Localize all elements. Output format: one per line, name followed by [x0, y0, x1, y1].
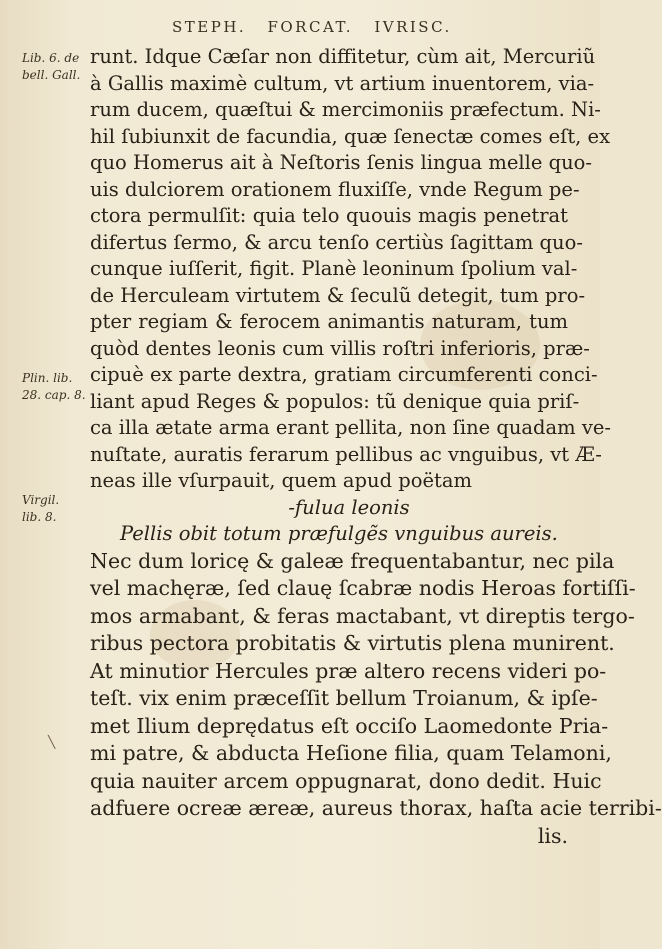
- text-line: met Ilium deprędatus eſt occiſo Laomedonte Pria-: [90, 713, 609, 738]
- text-line: mi patre, & abducta Heſione filia, quam Telamoni,: [90, 741, 612, 765]
- text-line: quòd dentes leonis cum villis roſtri inferioris, præ-: [90, 336, 590, 360]
- text-line: neas ille vſurpauit, quem apud poëtam: [90, 469, 472, 492]
- text-line: difertus ſermo, & arcu tenſo certiùs ſagittam quo-: [90, 230, 583, 254]
- text-line: lis.: [537, 823, 568, 848]
- text-line: Nec dum loricę & galeæ frequentabantur, nec pila: [90, 548, 615, 573]
- verse-line: -fulua leonis: [288, 495, 410, 519]
- text-line: de Herculeam virtutem & ſeculũ detegit, tum pro-: [90, 283, 586, 307]
- text-line: At minutior Hercules præ altero recens videri po-: [90, 658, 607, 683]
- text-line: cunque iuſſerit, figit. Planè leoninum ſpolium val-: [90, 257, 578, 280]
- text-line: quia nauiter arcem oppugnarat, dono dedit. Huic: [90, 768, 602, 793]
- verse-line: Pellis obit totum præfulgẽs vnguibus aureis.: [120, 522, 558, 545]
- text-line: teſt. vix enim præceſſit bellum Troianum, & ipſe-: [90, 686, 598, 710]
- header-part: IVRISC.: [374, 18, 452, 36]
- text-line: nuſtate, auratis ferarum pellibus ac vnguibus, vt Æ-: [90, 442, 602, 466]
- text-line: cipuè ex parte dextra, gratiam circumferenti conci-: [90, 363, 598, 386]
- text-line: pter regiam & ferocem animantis naturam, tum: [90, 310, 568, 333]
- text-line: uis dulciorem orationem fluxiſſe, vnde Regum pe-: [90, 177, 580, 201]
- text-line: quo Homerus ait à Neſtoris ſenis lingua melle quo-: [90, 151, 592, 174]
- text-line: runt. Idque Cæſar non diffitetur, cùm ait, Mercuriũ: [90, 45, 596, 68]
- text-line: adfuere ocreæ æreæ, aureus thorax, haſta acie terribi-: [90, 796, 662, 820]
- body-text: [90, 44, 662, 850]
- margin-note: Virgil. lib. 8.: [22, 493, 60, 524]
- text-line: ribus pectora probitatis & virtutis plena munirent.: [90, 631, 615, 655]
- margin-note: Lib. 6. de bell. Gall.: [22, 51, 81, 82]
- margin-mark: ╲: [48, 735, 56, 749]
- text-line: vel machęræ, ſed clauę ſcabræ nodis Heroas fortiſſi-: [90, 576, 636, 600]
- text-line: rum ducem, quæſtui & mercimoniis præfectum. Ni-: [90, 98, 601, 121]
- text-line: liant apud Reges & populos: tũ denique quia priſ-: [90, 389, 580, 413]
- text-line: hil ſubiunxit de facundia, quæ ſenectæ comes eſt, ex: [90, 124, 611, 148]
- text-line: mos armabant, & feras mactabant, vt direptis tergo-: [90, 603, 635, 628]
- header-part: STEPH.: [172, 18, 247, 36]
- header-part: FORCAT.: [267, 18, 354, 36]
- text-line: ca illa ætate arma erant pellita, non ſine quadam ve-: [90, 416, 611, 439]
- running-header: [172, 18, 592, 36]
- text-line: à Gallis maximè cultum, vt artium inuentorem, via-: [90, 71, 595, 95]
- text-line: ctora permulſit: quia telo quouis magis penetrat: [90, 204, 568, 227]
- margin-note: Plin. lib. 28. cap. 8.: [22, 371, 86, 402]
